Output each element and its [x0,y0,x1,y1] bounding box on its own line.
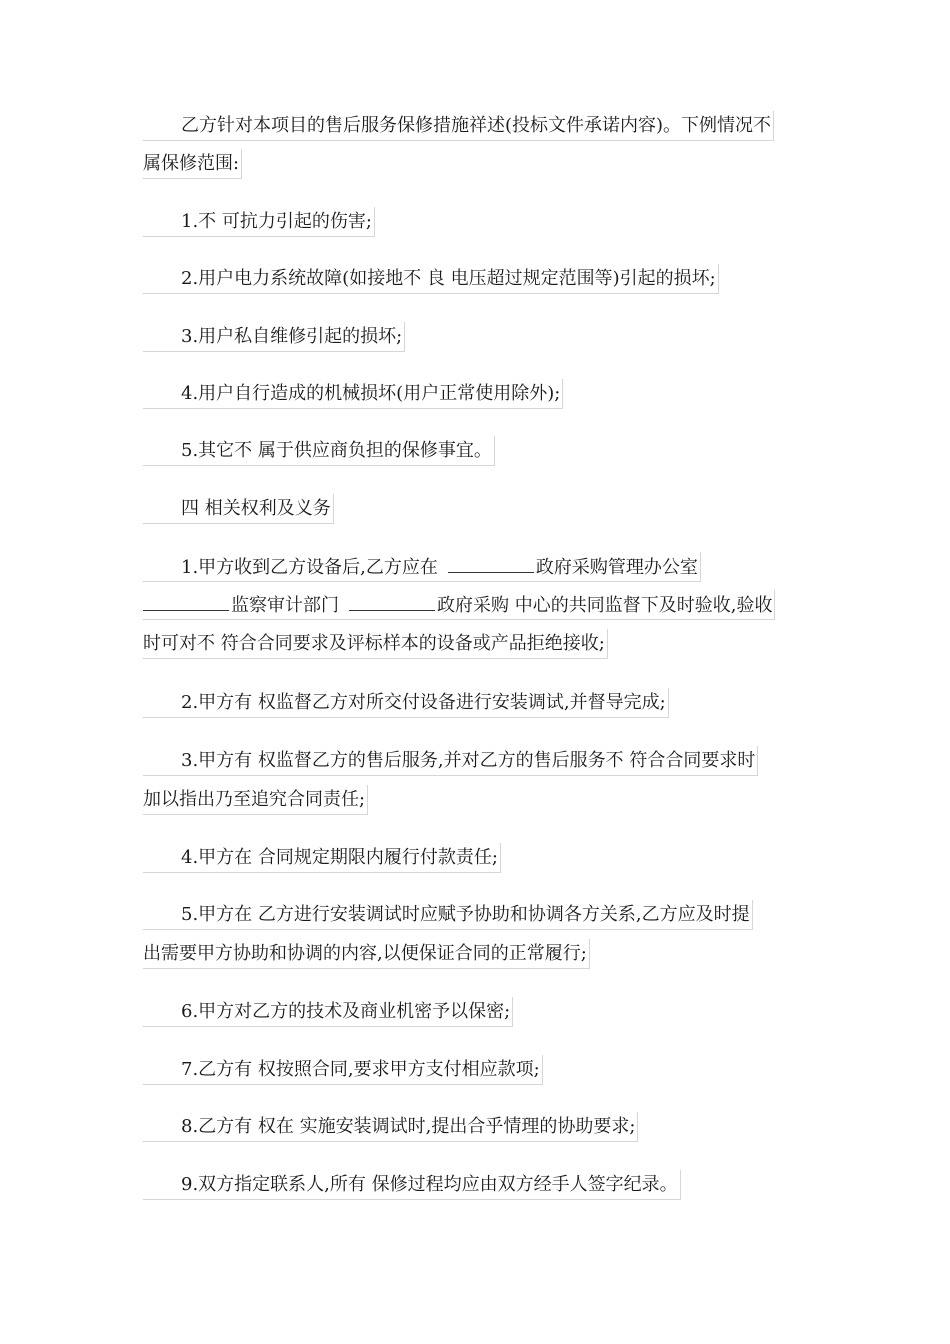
item-9: 9.双方指定联系人,所有 保修过程均应由双方经手人签字纪录。 [143,1170,681,1200]
item-1-line-2 [143,590,775,620]
item-1-text-a: 1.甲方收到乙方设备后,乙方应在 [181,557,438,578]
item-1-text-c: 监察审计部门 [231,595,339,616]
item-4: 4.甲方在 合同规定期限内履行付款责任; [143,843,501,873]
item-1-text-b: 政府采购管理办公室 [535,557,698,578]
item-8: 8.乙方有 权在 实施安装调试时,提出合乎情理的协助要求; [143,1112,638,1142]
exclusion-item-3: 3.用户私自维修引起的损坏; [143,322,405,352]
exclusion-item-4: 4.用户自行造成的机械损坏(用户正常使用除外); [143,379,563,409]
item-3-line-2: 加以指出乃至追究合同责任; [143,785,368,815]
item-1-line-3: 时可对不 符合合同要求及评标样本的设备或产品拒绝接收; [143,629,608,659]
blank-field-3 [349,590,435,611]
item-3-line-1: 3.甲方有 权监督乙方的售后服务,并对乙方的售后服务不 符合合同要求时 [143,746,758,776]
blank-field-2 [143,590,229,611]
item-5-line-1: 5.甲方在 乙方进行安装调试时应赋予协助和协调各方关系,乙方应及时提 [143,900,753,930]
intro-line-2: 属保修范围: [143,149,242,179]
item-7: 7.乙方有 权按照合同,要求甲方支付相应款项; [143,1055,543,1085]
exclusion-item-1: 1.不 可抗力引起的伤害; [143,207,375,237]
section-heading: 四 相关权利及义务 [143,494,334,524]
item-1-text-d: 政府采购 中心的共同监督下及时验收,验收 [437,595,773,616]
intro-line-1: 乙方针对本项目的售后服务保修措施祥述(投标文件承诺内容)。下例情况不 [143,111,774,141]
item-1-line-1 [143,552,701,582]
item-5-line-2: 出需要甲方协助和协调的内容,以便保证合同的正常履行; [143,939,590,969]
exclusion-item-5: 5.其它不 属于供应商负担的保修事宜。 [143,436,495,466]
item-2: 2.甲方有 权监督乙方对所交付设备进行安装调试,并督导完成; [143,688,669,718]
exclusion-item-2: 2.用户电力系统故障(如接地不 良 电压超过规定范围等)引起的损坏; [143,264,719,294]
item-6: 6.甲方对乙方的技术及商业机密予以保密; [143,997,513,1027]
blank-field-1 [448,552,534,573]
